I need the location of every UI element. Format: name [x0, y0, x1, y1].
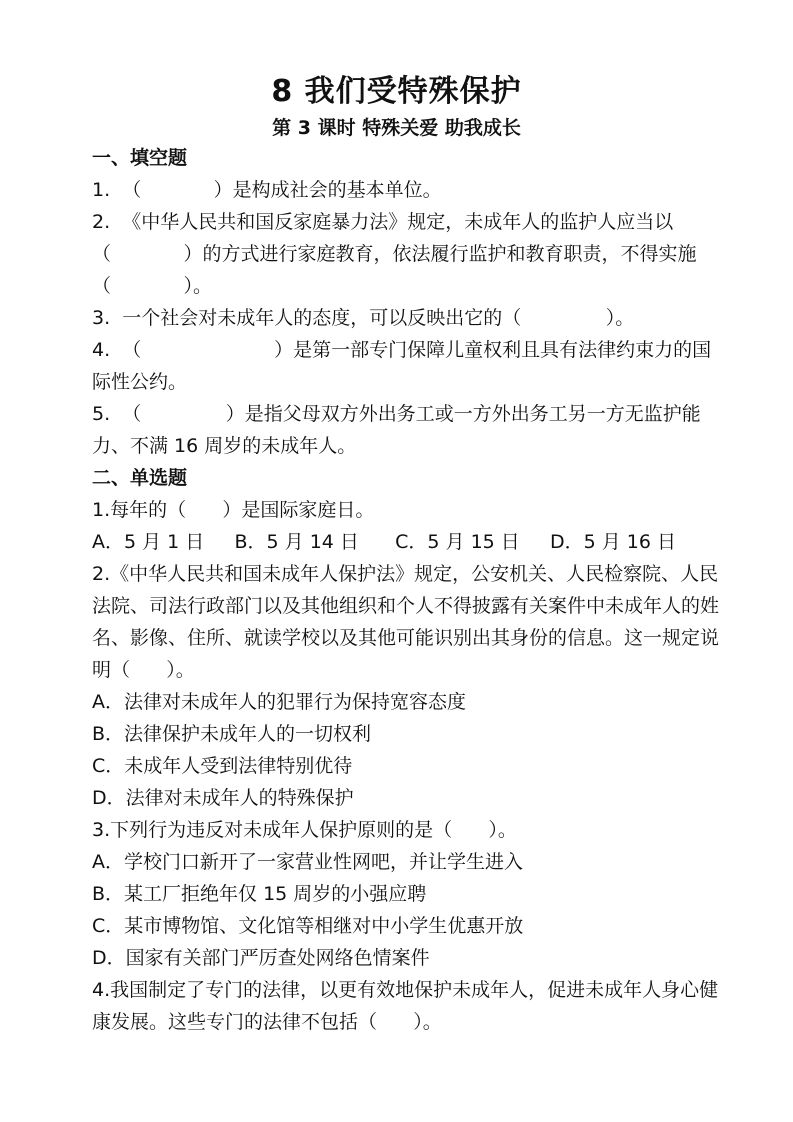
- text-line: （ ）的方式进行家庭教育，依法履行监护和教育职责，不得实施: [92, 243, 697, 265]
- text-line: 法院、司法行政部门以及其他组织和个人不得披露有关案件中未成年人的姓: [92, 595, 720, 617]
- text-line: B．法律保护未成年人的一切权利: [92, 723, 372, 745]
- text-line: 3. 一个社会对未成年人的态度，可以反映出它的（ ）。: [92, 307, 635, 329]
- page-title: 8 我们受特殊保护: [271, 74, 522, 109]
- text-line: 2. 《中华人民共和国反家庭暴力法》规定，未成年人的监护人应当以: [92, 211, 674, 233]
- text-line: 名、影像、住所、就读学校以及其他可能识别出其身份的信息。这一规定说: [92, 627, 720, 649]
- text-line: 康发展。这些专门的法律不包括（ ）。: [92, 1011, 442, 1033]
- text-line: 3.下列行为违反对未成年人保护原则的是（ ）。: [92, 819, 517, 841]
- text-line: A．法律对未成年人的犯罪行为保持宽容态度: [92, 691, 466, 713]
- text-line: C．某市博物馆、文化馆等相继对中小学生优惠开放: [92, 915, 524, 937]
- section-heading: 二、单选题: [92, 467, 188, 489]
- text-line: 4.我国制定了专门的法律，以更有效地保护未成年人，促进未成年人身心健: [92, 979, 719, 1001]
- section-heading: 一、填空题: [92, 147, 188, 169]
- text-line: 1.每年的（ ）是国际家庭日。: [92, 499, 375, 521]
- text-line: 2.《中华人民共和国未成年人保护法》规定，公安机关、人民检察院、人民: [92, 563, 719, 585]
- text-line: 际性公约。: [92, 371, 188, 393]
- text-line: B．某工厂拒绝年仅 15 周岁的小强应聘: [92, 883, 427, 905]
- page-subtitle: 第 3 课时 特殊关爱 助我成长: [272, 117, 521, 139]
- text-line: C．未成年人受到法律特别优待: [92, 755, 353, 777]
- text-line: 5. （ ）是指父母双方外出务工或一方外出务工另一方无监护能: [92, 403, 701, 425]
- text-line: A．学校门口新开了一家营业性网吧，并让学生进入: [92, 851, 523, 873]
- text-line: D．法律对未成年人的特殊保护: [92, 787, 354, 809]
- text-line: （ ）。: [92, 275, 212, 297]
- text-line: D．国家有关部门严厉查处网络色情案件: [92, 947, 430, 969]
- text-line: 力、不满 16 周岁的未成年人。: [92, 435, 357, 457]
- text-line: 明（ ）。: [92, 659, 195, 681]
- text-line: 1. （ ）是构成社会的基本单位。: [92, 179, 442, 201]
- text-line: 4. （ ）是第一部专门保障儿童权利且具有法律约束力的国: [92, 339, 712, 361]
- question-body: [92, 142, 720, 1038]
- text-line: A．5 月 1 日 B．5 月 14 日 C．5 月 15 日 D．5 月 16 日: [92, 531, 677, 553]
